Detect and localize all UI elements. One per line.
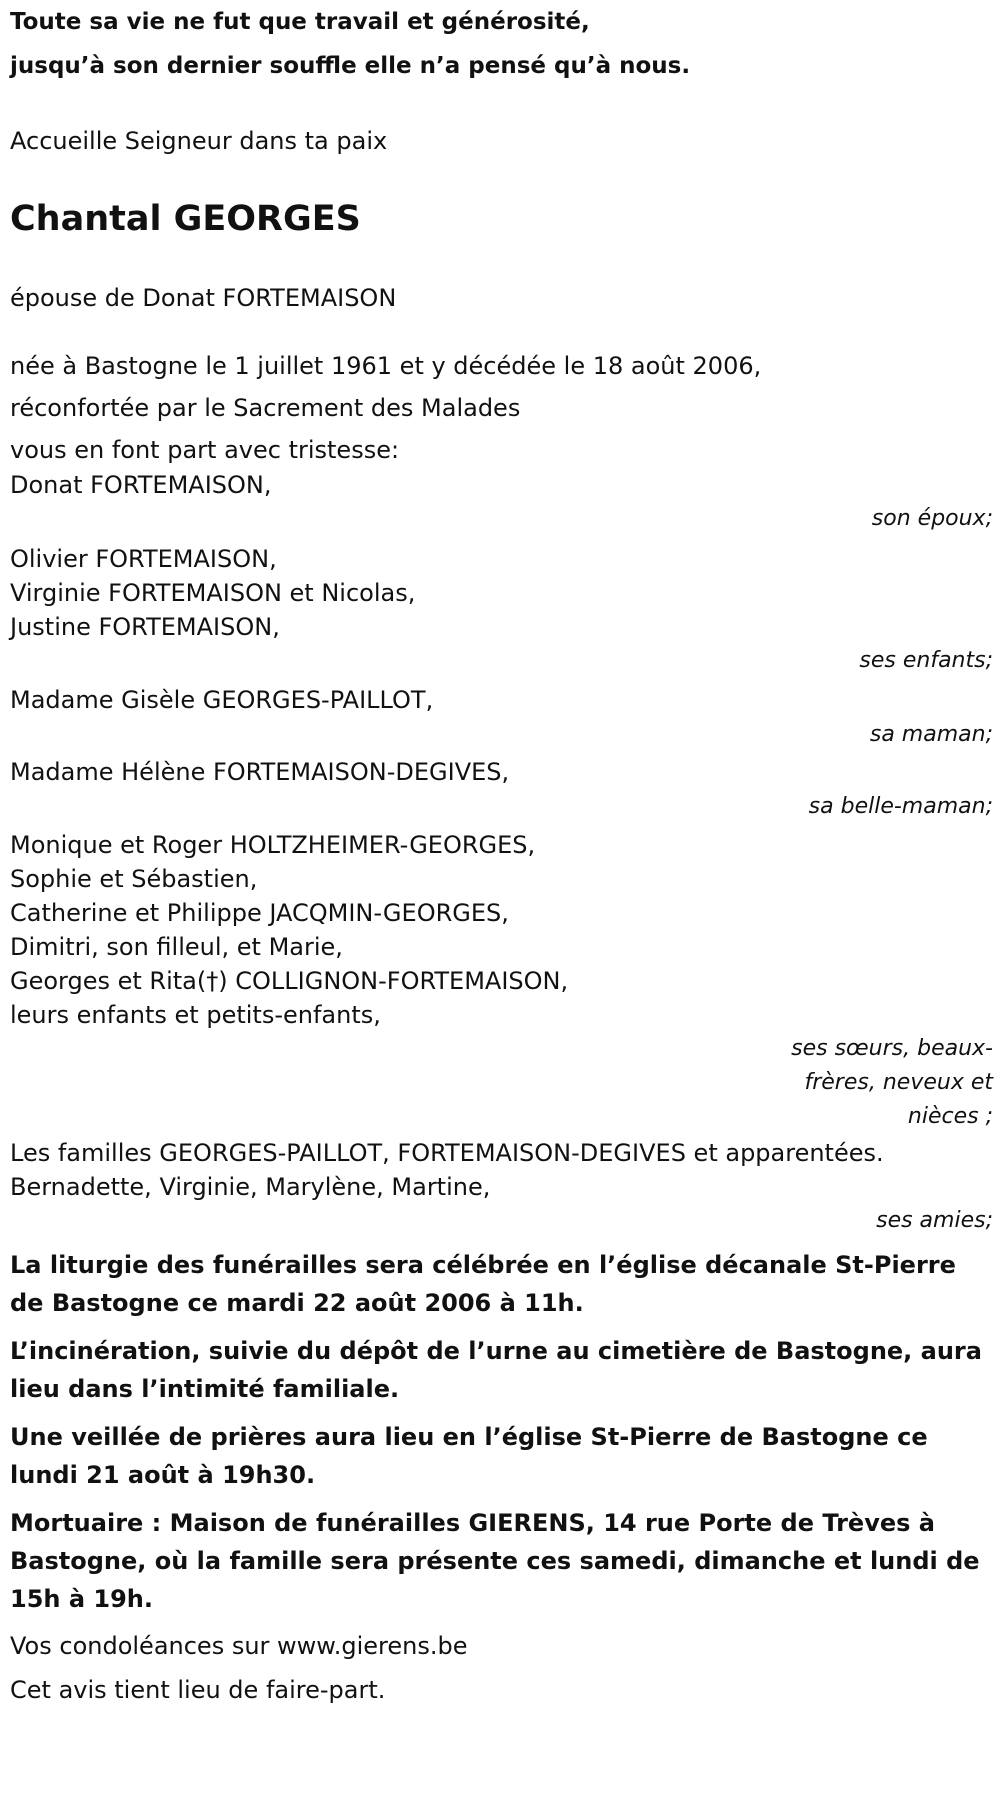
notice-line: Cet avis tient lieu de faire-part.: [10, 1676, 386, 1704]
family-member: Bernadette, Virginie, Marylène, Martine,: [10, 1173, 491, 1201]
relation-label: son époux;: [871, 506, 993, 531]
liturgy-info: La liturgie des funérailles sera célébrée en l’église décanale St-Pierre de Bastogne ce mardi 22 août 2006 à 11h.: [10, 1251, 956, 1317]
spouse-line: épouse de Donat FORTEMAISON: [10, 284, 397, 312]
family-group-mother-in-law: [10, 754, 995, 824]
quote-line-1: Toute sa vie ne fut que travail et générosité,: [10, 9, 590, 35]
announce-line: vous en font part avec tristesse:: [10, 436, 400, 464]
quote-line-2: jusqu’à son dernier souffle elle n’a pensé qu’à nous.: [10, 53, 691, 79]
family-member: Olivier FORTEMAISON,: [10, 545, 277, 573]
family-member: Madame Hélène FORTEMAISON-DEGIVES,: [10, 758, 510, 786]
condolences-line: Vos condoléances sur www.gierens.be: [10, 1632, 468, 1660]
obituary-notice: [10, 0, 995, 1712]
family-member: leurs enfants et petits-enfants,: [10, 1001, 381, 1029]
relation-label: ses amies;: [876, 1208, 993, 1233]
family-member: Madame Gisèle GEORGES-PAILLOT,: [10, 686, 434, 714]
family-member: Justine FORTEMAISON,: [10, 613, 280, 641]
relation-label: sa maman;: [869, 722, 993, 747]
family-member: Dimitri, son filleul, et Marie,: [10, 933, 343, 961]
family-group-mother: [10, 682, 995, 752]
family-member: Georges et Rita(†) COLLIGNON-FORTEMAISON,: [10, 967, 569, 995]
family-member: Donat FORTEMAISON,: [10, 471, 272, 499]
prayer-line: Accueille Seigneur dans ta paix: [10, 127, 388, 155]
family-group-siblings: [10, 828, 995, 1134]
relation-label: ses sœurs, beaux-frères, neveux et nièces ;: [791, 1036, 993, 1129]
birth-death-line: née à Bastogne le 1 juillet 1961 et y décédée le 18 août 2006,: [10, 352, 762, 380]
family-group-children: [10, 542, 995, 678]
family-member: Virginie FORTEMAISON et Nicolas,: [10, 579, 416, 607]
family-member: Sophie et Sébastien,: [10, 865, 258, 893]
family-group-spouse: [10, 468, 995, 536]
vigil-info: Une veillée de prières aura lieu en l’église St-Pierre de Bastogne ce lundi 21 août à 19h30.: [10, 1423, 928, 1489]
cremation-info: L’incinération, suivie du dépôt de l’urne au cimetière de Bastogne, aura lieu dans l’intimité familiale.: [10, 1337, 982, 1403]
family-group-friends: [10, 1136, 995, 1238]
mortuary-info: Mortuaire : Maison de funérailles GIERENS, 14 rue Porte de Trèves à Bastogne, où la famille sera présente ces samedi, dimanche et lundi de 15h à 19h.: [10, 1509, 980, 1613]
deceased-name: Chantal GEORGES: [10, 199, 361, 239]
relation-label: sa belle-maman;: [808, 794, 993, 819]
family-member: Catherine et Philippe JACQMIN-GEORGES,: [10, 899, 509, 927]
relation-label: ses enfants;: [859, 648, 993, 673]
family-member: Monique et Roger HOLTZHEIMER-GEORGES,: [10, 831, 536, 859]
family-member: Les familles GEORGES-PAILLOT, FORTEMAISON-DEGIVES et apparentées.: [10, 1139, 884, 1167]
sacrament-line: réconfortée par le Sacrement des Malades: [10, 394, 521, 422]
